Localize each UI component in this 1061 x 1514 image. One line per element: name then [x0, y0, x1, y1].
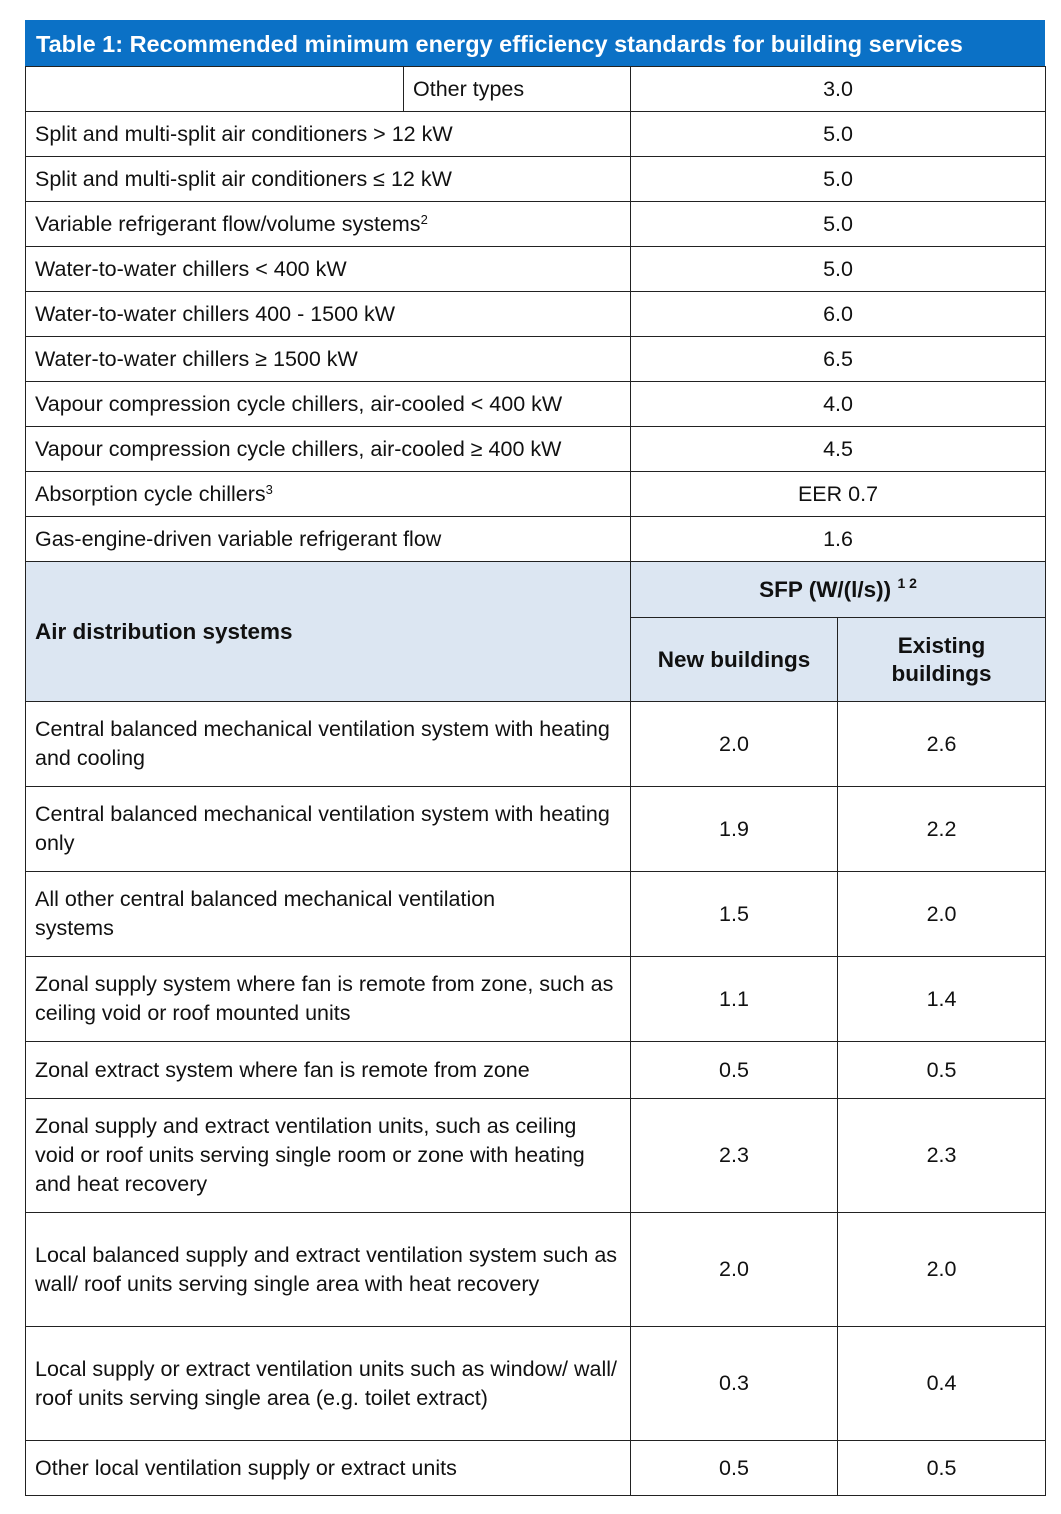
row-label: Water-to-water chillers ≥ 1500 kW — [26, 337, 631, 382]
row-label: Central balanced mechanical ventilation system with heating only — [26, 787, 631, 872]
row-label: Split and multi-split air conditioners > 12 kW — [26, 112, 631, 157]
footnote-marker: 1 2 — [897, 575, 917, 591]
table-row — [26, 382, 1046, 427]
air-header-row — [26, 562, 1046, 618]
row-value: 6.5 — [631, 337, 1046, 382]
row-value-new: 2.0 — [631, 702, 838, 787]
row-value-new: 0.3 — [631, 1327, 838, 1441]
row-value: EER 0.7 — [631, 472, 1046, 517]
row-label: Water-to-water chillers 400 - 1500 kW — [26, 292, 631, 337]
row-value: 4.5 — [631, 427, 1046, 472]
row-value-existing: 1.4 — [838, 957, 1046, 1042]
row-value-existing: 0.5 — [838, 1042, 1046, 1099]
row-label: Variable refrigerant flow/volume systems$^2$ — [26, 202, 631, 247]
air-section-label: Air distribution systems — [26, 562, 631, 702]
row-sublabel: Other types — [404, 67, 631, 112]
row-value: 3.0 — [631, 67, 1046, 112]
row-value-existing: 2.6 — [838, 702, 1046, 787]
row-value-new: 0.5 — [631, 1042, 838, 1099]
table-row — [26, 787, 1046, 872]
table-row — [26, 472, 1046, 517]
table-row — [26, 1441, 1046, 1496]
row-value: 4.0 — [631, 382, 1046, 427]
table-row — [26, 702, 1046, 787]
row-value: 5.0 — [631, 202, 1046, 247]
table-row — [26, 112, 1046, 157]
row-value-new: 1.5 — [631, 872, 838, 957]
row-value-existing: 2.3 — [838, 1099, 1046, 1213]
row-value-new: 2.0 — [631, 1213, 838, 1327]
row-value-existing: 2.0 — [838, 1213, 1046, 1327]
row-value-new: 1.1 — [631, 957, 838, 1042]
table-row — [26, 157, 1046, 202]
row-value-new: 2.3 — [631, 1099, 838, 1213]
table-row — [26, 202, 1046, 247]
row-label: Water-to-water chillers < 400 kW — [26, 247, 631, 292]
table-row — [26, 247, 1046, 292]
standards-table — [25, 20, 1045, 1496]
row-value: 6.0 — [631, 292, 1046, 337]
row-value-existing: 2.0 — [838, 872, 1046, 957]
table-row — [26, 957, 1046, 1042]
row-label — [26, 67, 404, 112]
col-new-buildings: New buildings — [631, 618, 838, 702]
row-value: 5.0 — [631, 112, 1046, 157]
footnote-marker: 2 — [420, 211, 428, 227]
table-row — [26, 1042, 1046, 1099]
row-label: Central balanced mechanical ventilation system with heating and cooling — [26, 702, 631, 787]
row-label: Gas-engine-driven variable refrigerant flow — [26, 517, 631, 562]
table-title: Table 1: Recommended minimum energy efficiency standards for building services — [25, 20, 1045, 66]
table-row — [26, 67, 1046, 112]
table-row — [26, 517, 1046, 562]
row-label: Local supply or extract ventilation units such as window/ wall/ roof units serving single area (e.g. toilet extract) — [26, 1327, 631, 1441]
table-row — [26, 337, 1046, 382]
row-label: Other local ventilation supply or extract units — [26, 1441, 631, 1496]
row-label: Zonal supply system where fan is remote from zone, such as ceiling void or roof mounted units — [26, 957, 631, 1042]
row-value-new: 1.9 — [631, 787, 838, 872]
table-row — [26, 1327, 1046, 1441]
row-label: Zonal extract system where fan is remote from zone — [26, 1042, 631, 1099]
row-label: All other central balanced mechanical ventilation systems — [26, 872, 631, 957]
row-label: Vapour compression cycle chillers, air-cooled < 400 kW — [26, 382, 631, 427]
table-row — [26, 1213, 1046, 1327]
table-row — [26, 427, 1046, 472]
row-value: 1.6 — [631, 517, 1046, 562]
row-label: Zonal supply and extract ventilation units, such as ceiling void or roof units serving single room or zone with heating and heat recovery — [26, 1099, 631, 1213]
row-value-new: 0.5 — [631, 1441, 838, 1496]
table-row — [26, 1099, 1046, 1213]
sfp-header: SFP (W/(l/s)) $^{1 2}$ — [631, 562, 1046, 618]
footnote-marker: 3 — [265, 481, 273, 497]
table-row — [26, 292, 1046, 337]
efficiency-table — [25, 66, 1046, 1496]
row-label: Split and multi-split air conditioners ≤ 12 kW — [26, 157, 631, 202]
table-row — [26, 872, 1046, 957]
row-value-existing: 0.5 — [838, 1441, 1046, 1496]
row-value-existing: 2.2 — [838, 787, 1046, 872]
row-label: Local balanced supply and extract ventilation system such as wall/ roof units serving single area with heat recovery — [26, 1213, 631, 1327]
row-label: Absorption cycle chillers$^3$ — [26, 472, 631, 517]
row-label: Vapour compression cycle chillers, air-cooled ≥ 400 kW — [26, 427, 631, 472]
row-value-existing: 0.4 — [838, 1327, 1046, 1441]
row-value: 5.0 — [631, 247, 1046, 292]
col-existing-buildings: Existing buildings — [838, 618, 1046, 702]
row-value: 5.0 — [631, 157, 1046, 202]
